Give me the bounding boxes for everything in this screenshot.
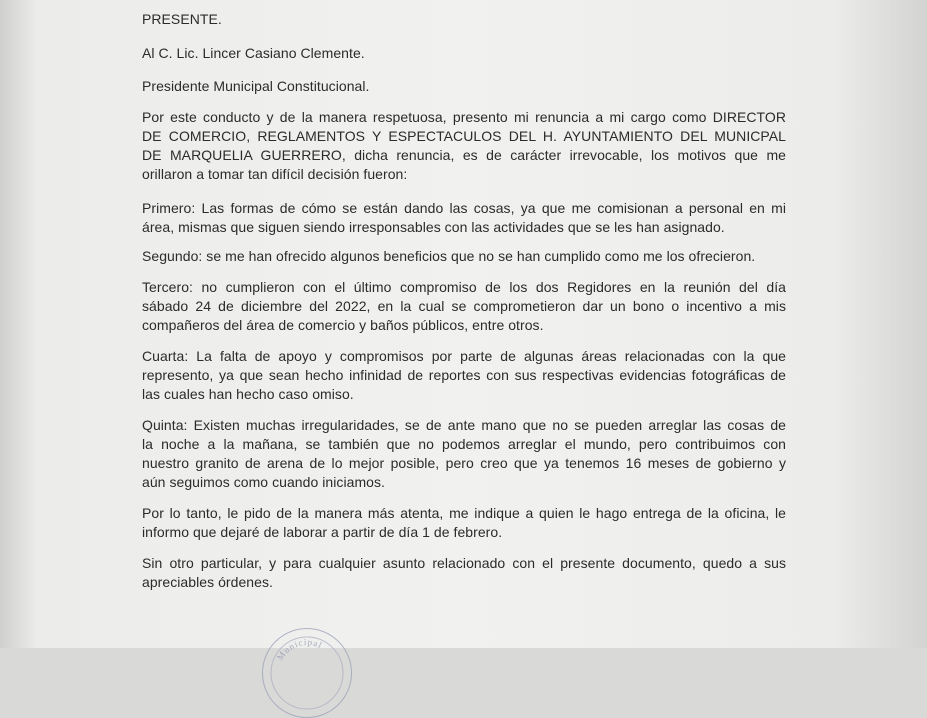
paragraph-line: la noche a la mañana, se también que no podemos arreglar el mundo, pero contribuimos con: [142, 436, 786, 452]
paragraph-line: las cuales han hecho caso omiso.: [142, 386, 354, 402]
paragraph-line: aún seguimos como cuando iniciamos.: [142, 474, 385, 490]
intro-paragraph: [142, 108, 786, 184]
paragraph-line: apreciables órdenes.: [142, 574, 273, 590]
primero-paragraph: [142, 199, 786, 237]
paragraph-line: Quinta: Existen muchas irregularidades, se de ante mano que no se pueden arreglar las cosas de: [142, 417, 786, 433]
addressee-name: Al C. Lic. Lincer Casiano Clemente.: [142, 45, 365, 61]
paragraph-line: nuestro granito de arena de lo mejor posible, pero creo que ya tenemos 16 meses de gobierno y: [142, 455, 786, 471]
salutation: PRESENTE.: [142, 11, 222, 27]
paragraph-line: represento, ya que sean hecho infinidad de reportes con sus respectivas evidencias fotográficas de: [142, 367, 786, 383]
paragraph-line: sábado 24 de diciembre del 2022, en la cual se comprometieron dar un bono o incentivo a mis: [142, 298, 786, 314]
tercero-paragraph: [142, 278, 786, 335]
quinta-paragraph: [142, 416, 786, 492]
paragraph-line: Primero: Las formas de cómo se están dando las cosas, ya que me comisionan a personal en mi: [142, 200, 786, 216]
paragraph-line: informo que dejaré de laborar a partir de día 1 de febrero.: [142, 524, 503, 540]
municipal-seal: [262, 628, 352, 718]
paragraph-line: compañeros del área de comercio y baños públicos, entre otros.: [142, 317, 544, 333]
paragraph-line: Por lo tanto, le pido de la manera más atenta, me indique a quien le hago entrega de la oficina, le: [142, 505, 786, 521]
farewell-paragraph: [142, 554, 786, 592]
addressee-title: Presidente Municipal Constitucional.: [142, 78, 370, 94]
seal-graphic: [263, 629, 351, 717]
svg-text:Municipal: [275, 637, 325, 662]
paragraph-line: área, mismas que siguen siendo irresponsables con las actividades que se les han asignado.: [142, 219, 725, 235]
paragraph-line: Por este conducto y de la manera respetuosa, presento mi renuncia a mi cargo como DIRECTOR: [142, 109, 786, 125]
paragraph-line: DE MARQUELIA GUERRERO, dicha renuncia, es de carácter irrevocable, los motivos que me: [142, 147, 786, 163]
paragraph-line: Tercero: no cumplieron con el último compromiso de los dos Regidores en la reunión del día: [142, 279, 786, 295]
paragraph-line: DE COMERCIO, REGLAMENTOS Y ESPECTACULOS DEL H. AYUNTAMIENTO DEL MUNICPAL: [142, 128, 786, 144]
closing-paragraph: [142, 504, 786, 542]
paragraph-line: Sin otro particular, y para cualquier asunto relacionado con el presente documento, quedo a sus: [142, 555, 786, 571]
paragraph-line: Cuarta: La falta de apoyo y compromisos por parte de algunas áreas relacionadas con la que: [142, 348, 786, 364]
letter-body: [142, 8, 786, 592]
paragraph-line: orillaron a tomar tan difícil decisión fueron:: [142, 166, 408, 182]
segundo-paragraph: Segundo: se me han ofrecido algunos beneficios que no se han cumplido como me los ofrecieron.: [142, 248, 756, 264]
seal-lettering: Municipal: [274, 636, 325, 663]
cuarta-paragraph: [142, 347, 786, 404]
